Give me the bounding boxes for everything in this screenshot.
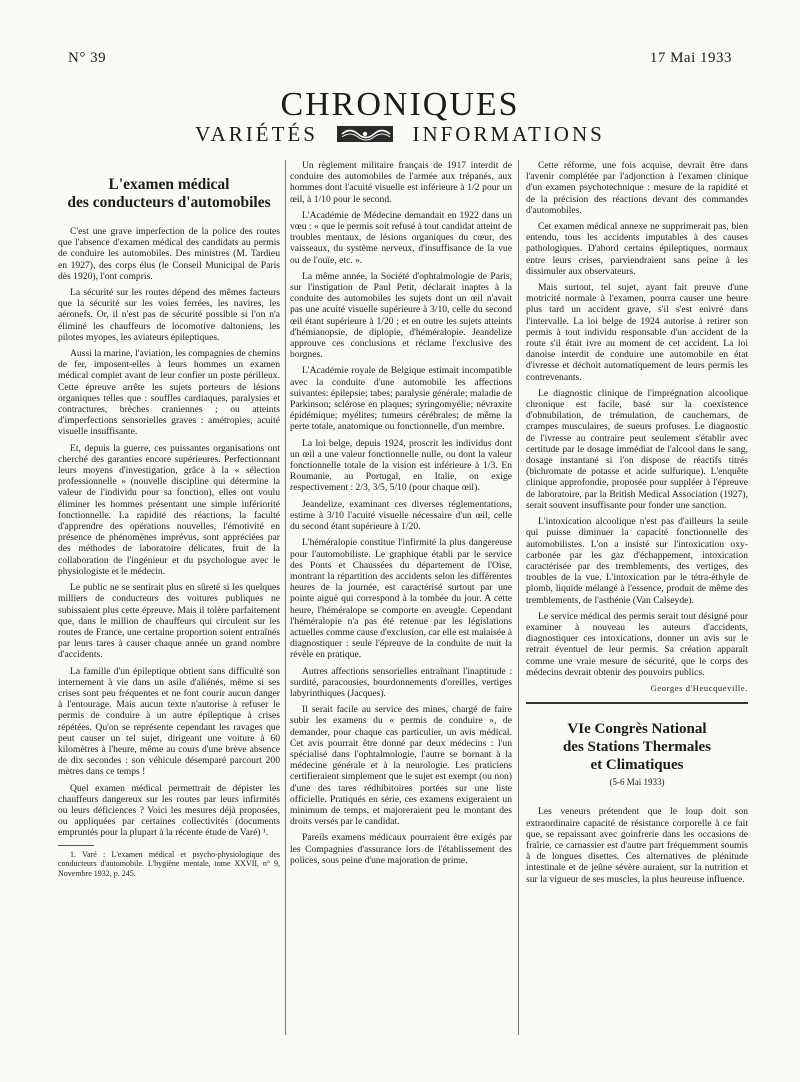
column-3	[526, 160, 748, 890]
ornament-icon	[336, 125, 394, 143]
column-divider	[518, 160, 519, 1035]
paragraph: La même année, la Société d'ophtalmologie de Paris, sur l'instigation de Paul Petit, déclarait inaptes à la conduite des automobiles les sujets dont un œil n'avait pas une acuité visuelle supérieure à 3/10, celle du second œil étant supérieure à 1/20 ; et en outre les sujets atteints d'hémianopsie, de diplopie, d'héméralopie. Jeandelize approuve ces conclusions et réclame l'exclusive des borgnes.	[290, 270, 512, 361]
paragraph: Les veneurs prétendent que le loup doit son extraordinaire capacité de résistance corporelle à ce fait que, se repaissant avec goinfrerie dans les occasions de fraîrie, ce carnassier est d'autre part fréquemment soumis à de longues disettes. Ces alternatives de plénitude intestinale et de jeûne sévère auraient, sur la nutrition et sur la vigueur de ses muscles, la plus heureuse influence.	[526, 806, 748, 885]
footnote-rule	[58, 845, 94, 846]
issue-date: 17 Mai 1933	[649, 50, 732, 66]
article-title-line: VIe Congrès National	[567, 721, 707, 738]
masthead-left: VARIÉTÉS	[195, 121, 318, 146]
paragraph: Le diagnostic clinique de l'imprégnation alcoolique chronique est facile, basé sur la coexistence d'obnubilation, de trémulation, de cauchemars, de crampes musculaires, de sueurs profuses. Le diagnostic de l'ivresse au contraire peut seulement s'établir avec certitude par le dosage immédiat de l'alcool dans le sang, dosage instantané si l'on dispose de réactifs titrés (bichromate de potasse et acide sulfurique). L'enquête clinique approfondie, proposée pour suppléer à l'épreuve de laboratoire, par la British Medical Association (1927), serait souvent insuffisante pour fonder une sanction.	[526, 387, 748, 511]
paragraph: Et, depuis la guerre, ces puissantes organisations ont cherché des garanties encore supérieures. Perfectionnant leurs moyens d'investigation, grâce à la « sélection professionnelle » (nouvelle discipline qui détermine la valeur de l'individu pour sa fonction), elles ont voulu éliminer les hommes présentant une simple infériorité fonctionnelle. La rapidité des réactions, la faculté d'apprendre des opérations nouvelles, l'émotivité en présence de phénomènes imprévus, sont appréciées par des méthodes de laboratoire délicates, fruit de la collaboration de l'ingénieur et du psychologue avec le physiologiste et le médecin.	[58, 442, 280, 577]
paragraph: Aussi la marine, l'aviation, les compagnies de chemins de fer, imposent-elles à leurs hommes un examen médical complet avant de leur confier un poste périlleux. Cette épreuve arrête les sujets porteurs de lésions organiques telles que : souffles cardiaques, paralysies et contractures, brèches craniennes ; ou atteints d'imperfections sensorielles graves : amétropies, acuité visuelle insuffisante.	[58, 348, 280, 438]
article-title-line: des Stations Thermales	[562, 739, 712, 756]
paragraph: La loi belge, depuis 1924, proscrit les individus dont un œil a une valeur fonctionnelle nulle, ou dont la valeur fonctionnelle totale de la vision est inférieure à 1/3. En Roumanie, au Portugal, en Italie, on exige respectivement : 2/3, 3/5, 5/10 (pour chaque œil).	[290, 437, 512, 494]
article-title-line: et Climatiques	[590, 757, 684, 774]
paragraph: L'héméralopie constitue l'infirmité la plus dangereuse pour l'automobiliste. Le graphique établi par le service des Ponts et Chaussées du département de l'Oise, montrant la répartition des accidents selon les différentes heures de la journée, est caractérisé surtout par une pointe aiguë qui correspond à la tombée du jour. A cette heure, l'héméralope se comporte en aveugle. Cependant l'héméralopie n'a pas été retenue par les législations actuelles comme cause d'exclusion, car elle est malaisée à diagnostiquer : seule l'épreuve de la conduite de nuit la révèle en pratique.	[290, 537, 513, 661]
masthead-title: CHRONIQUES	[280, 86, 520, 123]
paragraph: Un règlement militaire français de 1917 interdit de conduire des automobiles de l'armée aux trépanés, aux hommes dont l'acuité visuelle est inférieure à 1/2 pour un œil, à 1/10 pour le second.	[290, 160, 512, 205]
paragraph: C'est une grave imperfection de la police des routes que l'absence d'examen médical des candidats au permis de conduire les automobiles. Des ministres (M. Tardieu en 1927), des corps élus (le Conseil Municipal de Paris dès 1920), l'ont compris.	[58, 226, 280, 282]
congress-date: (5-6 Mai 1933)	[609, 777, 665, 788]
paragraph: Autres affections sensorielles entraînant l'inaptitude : surdité, paracousies, bourdonnements d'oreilles, vertiges labyrinthiques (Jacques).	[290, 665, 512, 699]
column-divider	[285, 160, 286, 1035]
article-title	[58, 176, 280, 212]
paragraph: La famille d'un épileptique obtient sans difficulté son internement à vie dans un asile d'aliénés, même si ses crises sont peu fréquentes et ne font courir aucun danger à l'entourage. Mais aucun texte n'autorise à refuser le permis de conduire à un autre épileptique à crises répétées. Qu'on se représente cependant les ravages que peut causer un tel sujet, dirigeant une voiture à 60 kilomètres à l'heure, même au cours d'une brève absence de dix secondes : son véhicule désemparé parcourt 200 mètres dans ce temps !	[58, 665, 280, 778]
paragraph: Jeandelize, examinant ces diverses réglementations, estime à 3/10 l'acuité visuelle nécessaire d'un œil, celle du second étant supérieure à 1/20.	[290, 498, 512, 533]
footnote: 1. Varé : L'examen médical et psycho-physiologique des conducteurs d'automobile. L'hygiène mentale, tome XXVII, n° 9, Novembre 1932, p. 245.	[58, 849, 280, 879]
paragraph: L'Académie de Médecine demandait en 1922 dans un vœu : « que le permis soit refusé à tout candidat atteint de troubles mentaux, de lésions organiques du cœur, des vaisseaux, du système nerveux, d'insuffisance de la vue ou de l'ouïe, etc. ».	[290, 209, 512, 266]
paragraph: Il serait facile au service des mines, chargé de faire subir les examens du « permis de conduire », de demander, pour chaque cas particulier, un avis médical. Cet avis pourrait être donné par deux médecins : l'un spécialisé dans l'ophtalmologie, l'autre se bornant à la médecine générale et à la neurologie. Les praticiens certifieraient simplement que le sujet est exempt (ou non) d'une des tares rédhibitoires portées sur une liste officielle. Pratiqués en série, ces examens exigeraient un minimum de temps, et majoreraient peu le montant des droits versés par le candidat.	[290, 704, 512, 828]
paragraph: Quel examen médical permettrait de dépister les chauffeurs dangereux sur les routes par leurs infirmités ou leurs déficiences ? Voici les mesures déjà proposées, ou appliquées par certaines collectivités (documents empruntés pour la plupart à la récente étude de Varé) ¹.	[58, 782, 280, 839]
paragraph: Le public ne se sentirait plus en sûreté si les quelques milliers de conducteurs des voitures publiques ne subissaient plus cette épreuve. Mais il tolère parfaitement que, dans le million de chauffeurs qui circulent sur les routes de France, une certaine proportion soient entraînés par leurs tares à causer chaque année un grand nombre d'accidents.	[58, 582, 280, 661]
column-2	[290, 160, 512, 871]
article-title-line: L'examen médical	[108, 176, 230, 193]
paragraph: Pareils examens médicaux pourraient être exigés par les Compagnies d'assurance lors de l'établissement des polices, sous peine d'une majoration de prime.	[290, 832, 512, 866]
author-signature: Georges d'Heucqueville.	[650, 682, 748, 693]
paragraph: Mais surtout, tel sujet, ayant fait preuve d'une motricité normale à l'examen, pourra causer une heure plus tard un accident grave, s'il s'est enivré dans l'intervalle. La loi belge de 1924 autorise à retirer son permis à tout individu responsable d'un accident de la route s'il était ivre au moment de cet accident. La loi danoise interdit de conduire une automobile en état d'ivresse et déchoit automatiquement de leurs permis les contrevenants.	[526, 282, 748, 383]
issue-number: N° 39	[68, 50, 107, 66]
paragraph: Le service médical des permis serait tout désigné pour examiner à nouveau les auteurs d'accidents, diagnostiquer ces intoxications, donner un avis sur le retrait éventuel de leur permis. Sa création apparaît comme une vraie mesure de sécurité, que le corps des médecins devrait obtenir des pouvoirs publics.	[526, 610, 748, 678]
paragraph: Cet examen médical annexe ne supprimerait pas, bien entendu, tous les accidents imputables à des causes pathologiques. D'abord certains épileptiques, normaux entre leurs crises, parviendraient sans peine à les dissimuler aux observateurs.	[526, 221, 748, 277]
article-title	[526, 720, 748, 774]
article-title-line: des conducteurs d'automobiles	[67, 194, 271, 211]
paragraph: Cette réforme, une fois acquise, devrait être dans l'avenir complétée par l'adjonction à l'examen clinique d'un examen psychotechnique : mesure de la rapidité et de la précision des réactions devant des commandes d'automobiles.	[526, 160, 748, 216]
masthead-right: INFORMATIONS	[412, 121, 605, 146]
paragraph: L'Académie royale de Belgique estimait incompatible avec la conduite d'une automobile les affections suivantes: épilepsie; tabes; paralysie générale; maladie de Parkinson; sclérose en plaques; syringomyélie; névraxite épidémique; myélites; tumeurs cérébrales; de même la perte totale, anatomique ou fonctionnelle, d'un membre.	[290, 365, 512, 433]
paragraph: L'intoxication alcoolique n'est pas d'ailleurs la seule qui puisse diminuer la capacité fonctionnelle des automobilistes. L'on a insisté sur l'intoxication oxy-carbonée par les gaz d'échappement, intoxication caractérisée par des tremblements, des vertiges, des troubles de la vue. L'intoxication par le tétra-éthyle de plomb, liquide mélangé à l'essence, produit de même des tremblements, de l'asthénie (Van Calseyde).	[526, 516, 748, 606]
masthead-subtitle	[0, 120, 800, 147]
paragraph: La sécurité sur les routes dépend des mêmes facteurs que la sécurité sur les voies ferrées, les navires, les aéronefs. Or, il n'est pas de sécurité possible si l'on n'a éliminé les chauffeurs de locomotive daltoniens, les pilotes myopes, les aviateurs épileptiques.	[58, 287, 280, 343]
section-separator	[526, 702, 748, 704]
column-1	[58, 160, 280, 884]
